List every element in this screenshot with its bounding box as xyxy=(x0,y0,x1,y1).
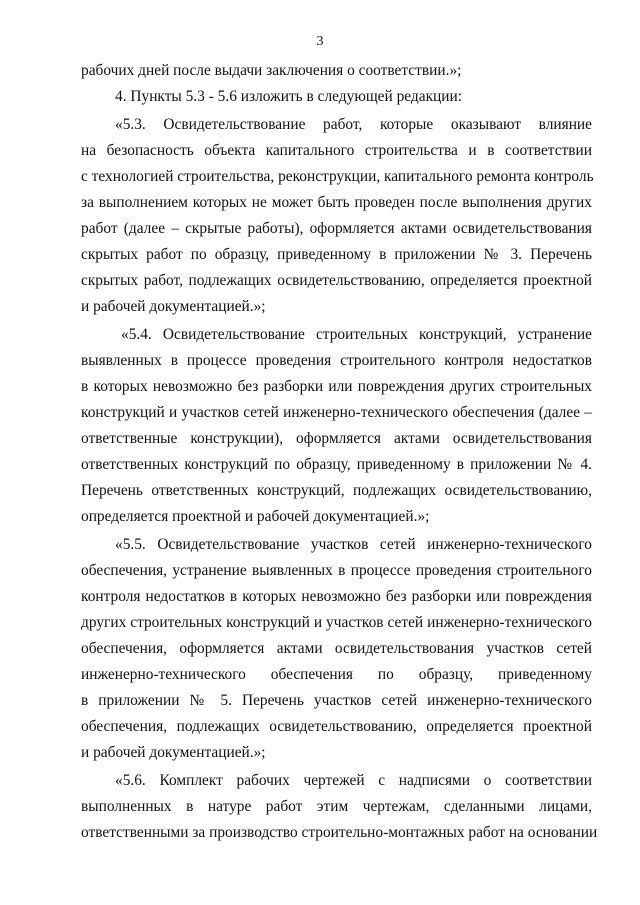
text-line: «5.6. Комплект рабочих чертежей с надписями о соответствии xyxy=(115,772,592,789)
text-line: за выполнением которых не может быть проведен после выполнения других xyxy=(81,194,592,211)
text-line: определяется проектной и рабочей документацией.»; xyxy=(81,508,430,525)
text-line: «5.4. Освидетельствование строительных конструкций, устранение xyxy=(121,326,592,343)
page-number: 3 xyxy=(316,34,324,49)
text-line: ответственных конструкций по образцу, приведенному в приложении № 4. xyxy=(81,456,592,473)
text-line: на безопасность объекта капитального строительства и в соответствии xyxy=(81,142,592,159)
text-line: конструкций и участков сетей инженерно-технического обеспечения (далее – xyxy=(81,404,592,421)
text-line: 4. Пункты 5.3 - 5.6 изложить в следующей редакции: xyxy=(115,88,463,105)
text-line: «5.5. Освидетельствование участков сетей инженерно-технического xyxy=(115,536,592,553)
text-line: работ (далее – скрытые работы), оформляется актами освидетельствования xyxy=(81,220,592,237)
text-line: и рабочей документацией.»; xyxy=(81,744,266,761)
text-line: скрытых работ по образцу, приведенному в приложении № 3. Перечень xyxy=(81,246,592,263)
text-line: рабочих дней после выдачи заключения о соответствии.»; xyxy=(81,62,462,79)
text-line: выполненных в натуре работ этим чертежам, сделанными лицами, xyxy=(81,798,592,815)
text-line: с технологией строительства, реконструкции, капитального ремонта контроль xyxy=(81,168,594,185)
text-line: других строительных конструкций и участков сетей инженерно-технического xyxy=(81,614,592,631)
text-line: ответственными за производство строительно-монтажных работ на основании xyxy=(81,824,598,841)
text-line: выявленных в процессе проведения строительного контроля недостатков xyxy=(81,352,592,369)
text-line: ответственные конструкции), оформляется актами освидетельствования xyxy=(81,430,592,447)
text-line: и рабочей документацией.»; xyxy=(81,298,266,315)
text-line: обеспечения, устранение выявленных в процессе проведения строительного xyxy=(81,562,592,579)
text-line: обеспечения, подлежащих освидетельствованию, определяется проектной xyxy=(81,718,592,735)
text-line: в которых невозможно без разборки или повреждения других строительных xyxy=(81,378,592,395)
text-line: инженерно-технического обеспечения по образцу, приведенному xyxy=(81,666,592,683)
text-line: контроля недостатков в которых невозможно без разборки или повреждения xyxy=(81,588,592,605)
text-line: обеспечения, оформляется актами освидетельствования участков сетей xyxy=(81,640,592,657)
text-line: скрытых работ, подлежащих освидетельствованию, определяется проектной xyxy=(81,272,592,289)
text-line: Перечень ответственных конструкций, подлежащих освидетельствованию, xyxy=(81,482,592,499)
document-body xyxy=(81,58,598,846)
text-line: в приложении № 5. Перечень участков сетей инженерно-технического xyxy=(81,692,592,709)
text-line: «5.3. Освидетельствование работ, которые оказывают влияние xyxy=(115,116,592,133)
